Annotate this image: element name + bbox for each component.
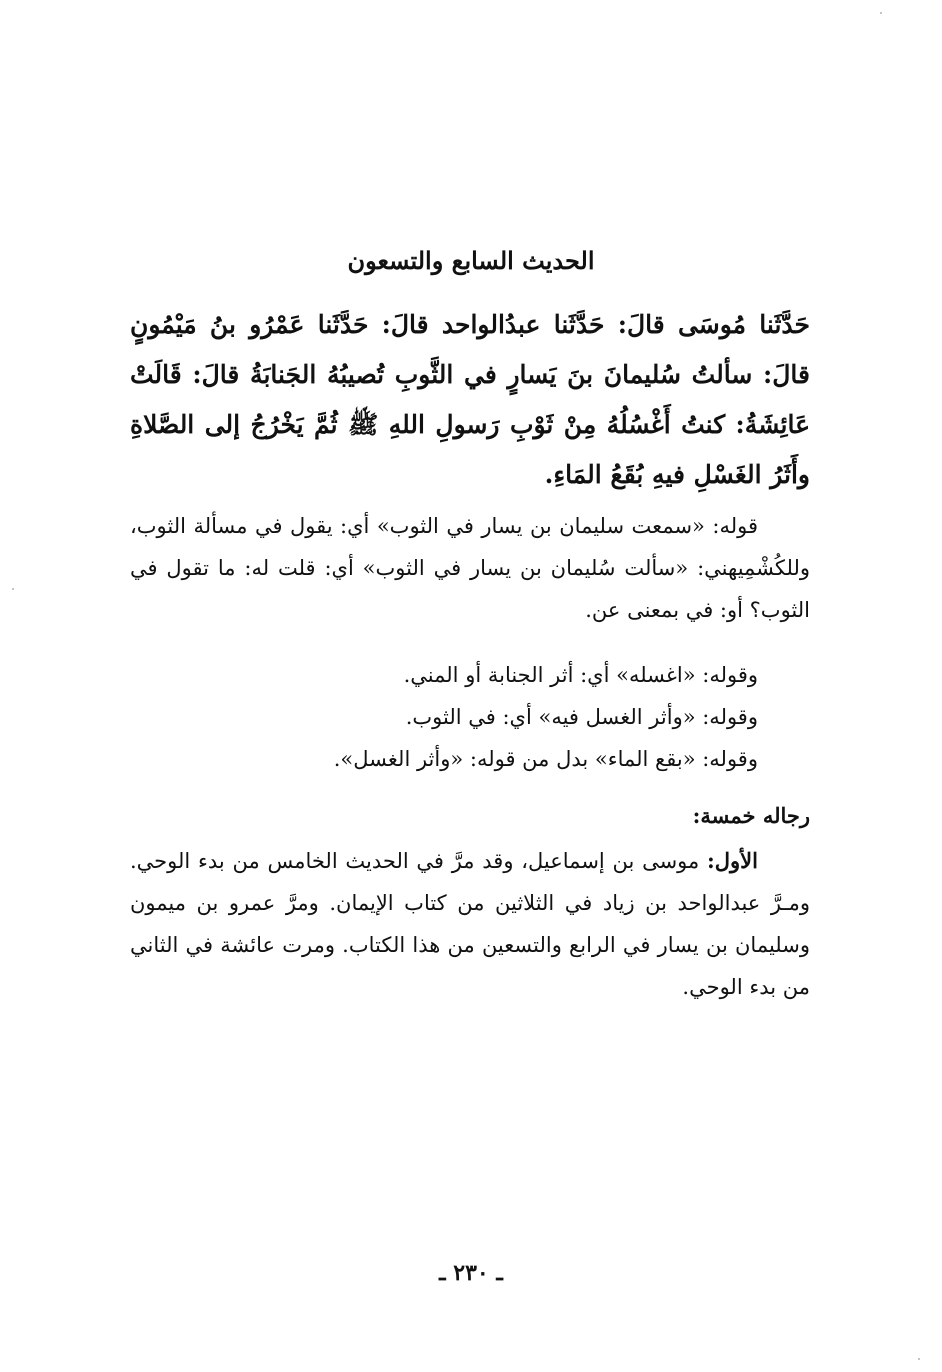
- scan-speck: [918, 1358, 920, 1360]
- page-number: ـ ٢٣٠ ـ: [439, 1260, 503, 1286]
- first-narrator-label: الأول:: [707, 848, 758, 873]
- scan-speck: [880, 12, 882, 14]
- narrators-heading: رجاله خمسة:: [692, 803, 810, 828]
- hadith-title: الحديث السابع والتسعون: [347, 246, 595, 275]
- commentary-paragraph: قوله: «سمعت سليمان بن يسار في الثوب» أي: يقول في مسألة الثوب، وللكُشْمِيهني: «سألت سُليمان بن يسار في الثوب» أي: قلت له: ما تقول في الثوب؟ أو: في بمعنى عن.: [130, 514, 810, 622]
- scan-speck: [12, 588, 14, 590]
- note-line: وقوله: «اغسله» أي: أثر الجنابة أو المني.: [403, 663, 758, 687]
- commentary-notes: [130, 654, 810, 780]
- hadith-text: حَدَّثَنا مُوسَى قالَ: حَدَّثَنا عبدُالواحد قالَ: حَدَّثَنا عَمْرُو بنُ مَيْمُونٍ قالَ: سألتُ سُليمانَ بنَ يَسارٍ في الثَّوبِ تُصيبُهُ الجَنابَةُ قالَ: قَالَتْ عَائِشَةُ: كنتُ أَغْسُلُهُ مِنْ ثَوْبِ رَسولِ اللهِ ﷺ ثُمَّ يَخْرُجُ إلى الصَّلاةِ وأَثَرُ الغَسْلِ فيهِ بُقَعُ المَاءِ.: [130, 310, 810, 489]
- first-narrator-text: موسى بن إسماعيل، وقد مرَّ في الحديث الخامس من بدء الوحي. ومـرَّ عبدالواحد بن زياد في الثلاثين من كتاب الإيمان. ومرَّ عمرو بن ميمون وسليمان بن يسار في الرابع والتسعين من هذا الكتاب. ومرت عائشة في الثاني من بدء الوحي.: [130, 849, 810, 999]
- note-line: وقوله: «بقع الماء» بدل من قوله: «وأثر الغسل».: [333, 747, 758, 771]
- note-line: وقوله: «وأثر الغسل فيه» أي: في الثوب.: [405, 705, 758, 729]
- narrators-paragraph: [130, 840, 810, 1008]
